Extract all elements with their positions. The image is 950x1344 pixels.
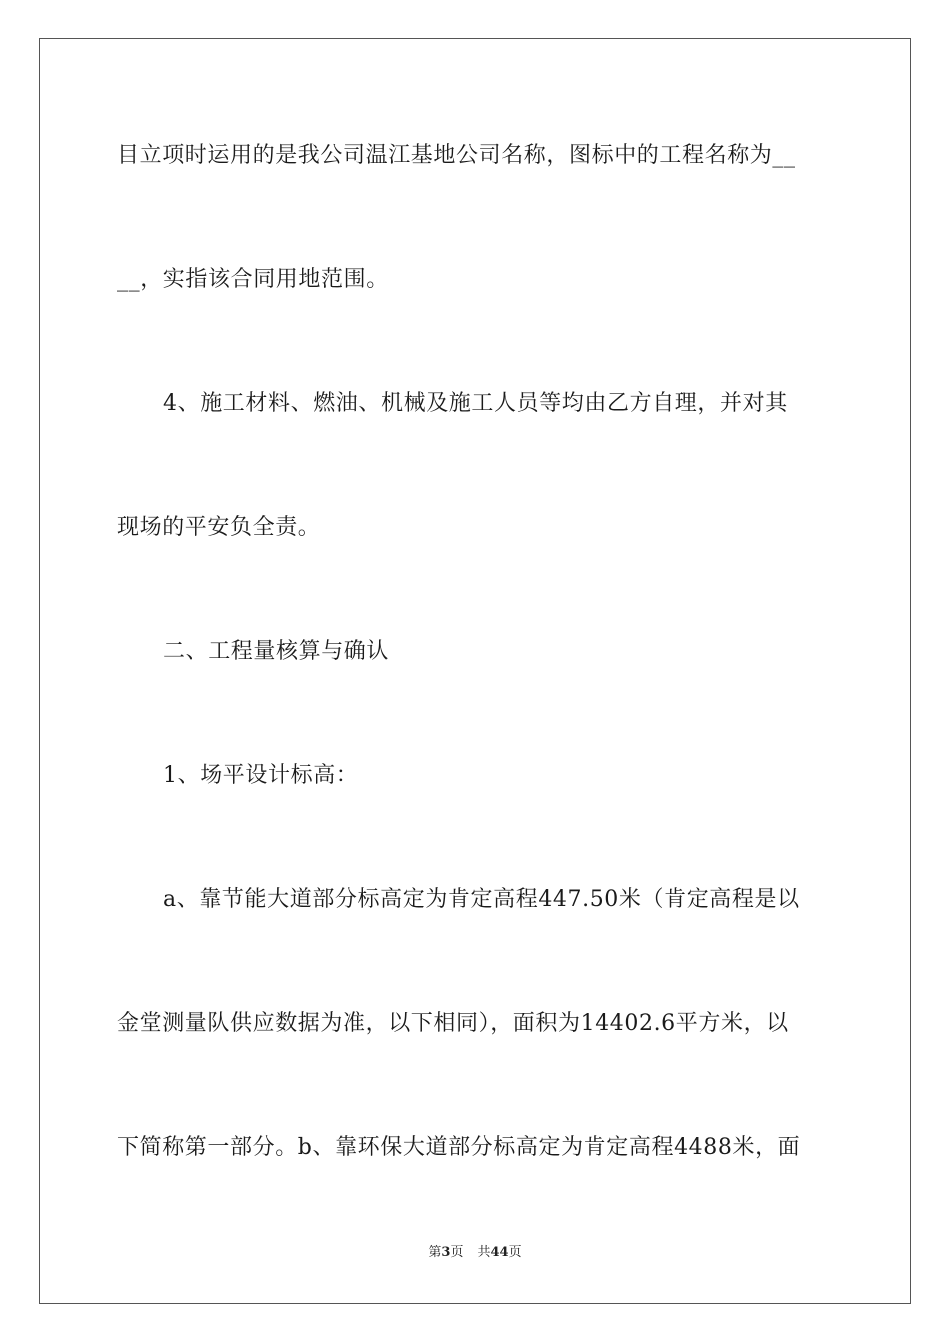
footer-total-prefix: 共 [477,1245,491,1260]
section-heading: 二、工程量核算与确认 [163,639,390,664]
footer-total-pages: 44 [490,1245,509,1260]
body-text-line-6: 1、场平设计标高： [163,763,359,788]
body-text-line-8: 金堂测量队供应数据为准，以下相同），面积为14402.6平方米，以 [117,1011,789,1036]
page-footer [0,1244,950,1262]
body-text-line-3: 4、施工材料、燃油、机械及施工人员等均由乙方自理，并对其 [163,391,788,416]
body-text-line-7: a、靠节能大道部分标高定为肯定高程447.50米（肯定高程是以 [163,887,800,912]
footer-page-number: 3 [441,1245,451,1260]
body-text-line-9: 下简称第一部分。b、靠环保大道部分标高定为肯定高程4488米，面 [117,1135,801,1160]
body-text-line-2: __，实指该合同用地范围。 [117,267,389,292]
footer-page-prefix: 第 [428,1245,442,1260]
footer-total-suffix: 页 [508,1245,522,1260]
body-text-line-1: 目立项时运用的是我公司温江基地公司名称，图标中的工程名称为__ [117,143,796,168]
footer-page-suffix: 页 [450,1245,464,1260]
body-text-line-4: 现场的平安负全责。 [117,515,321,540]
page-border [39,38,911,1304]
